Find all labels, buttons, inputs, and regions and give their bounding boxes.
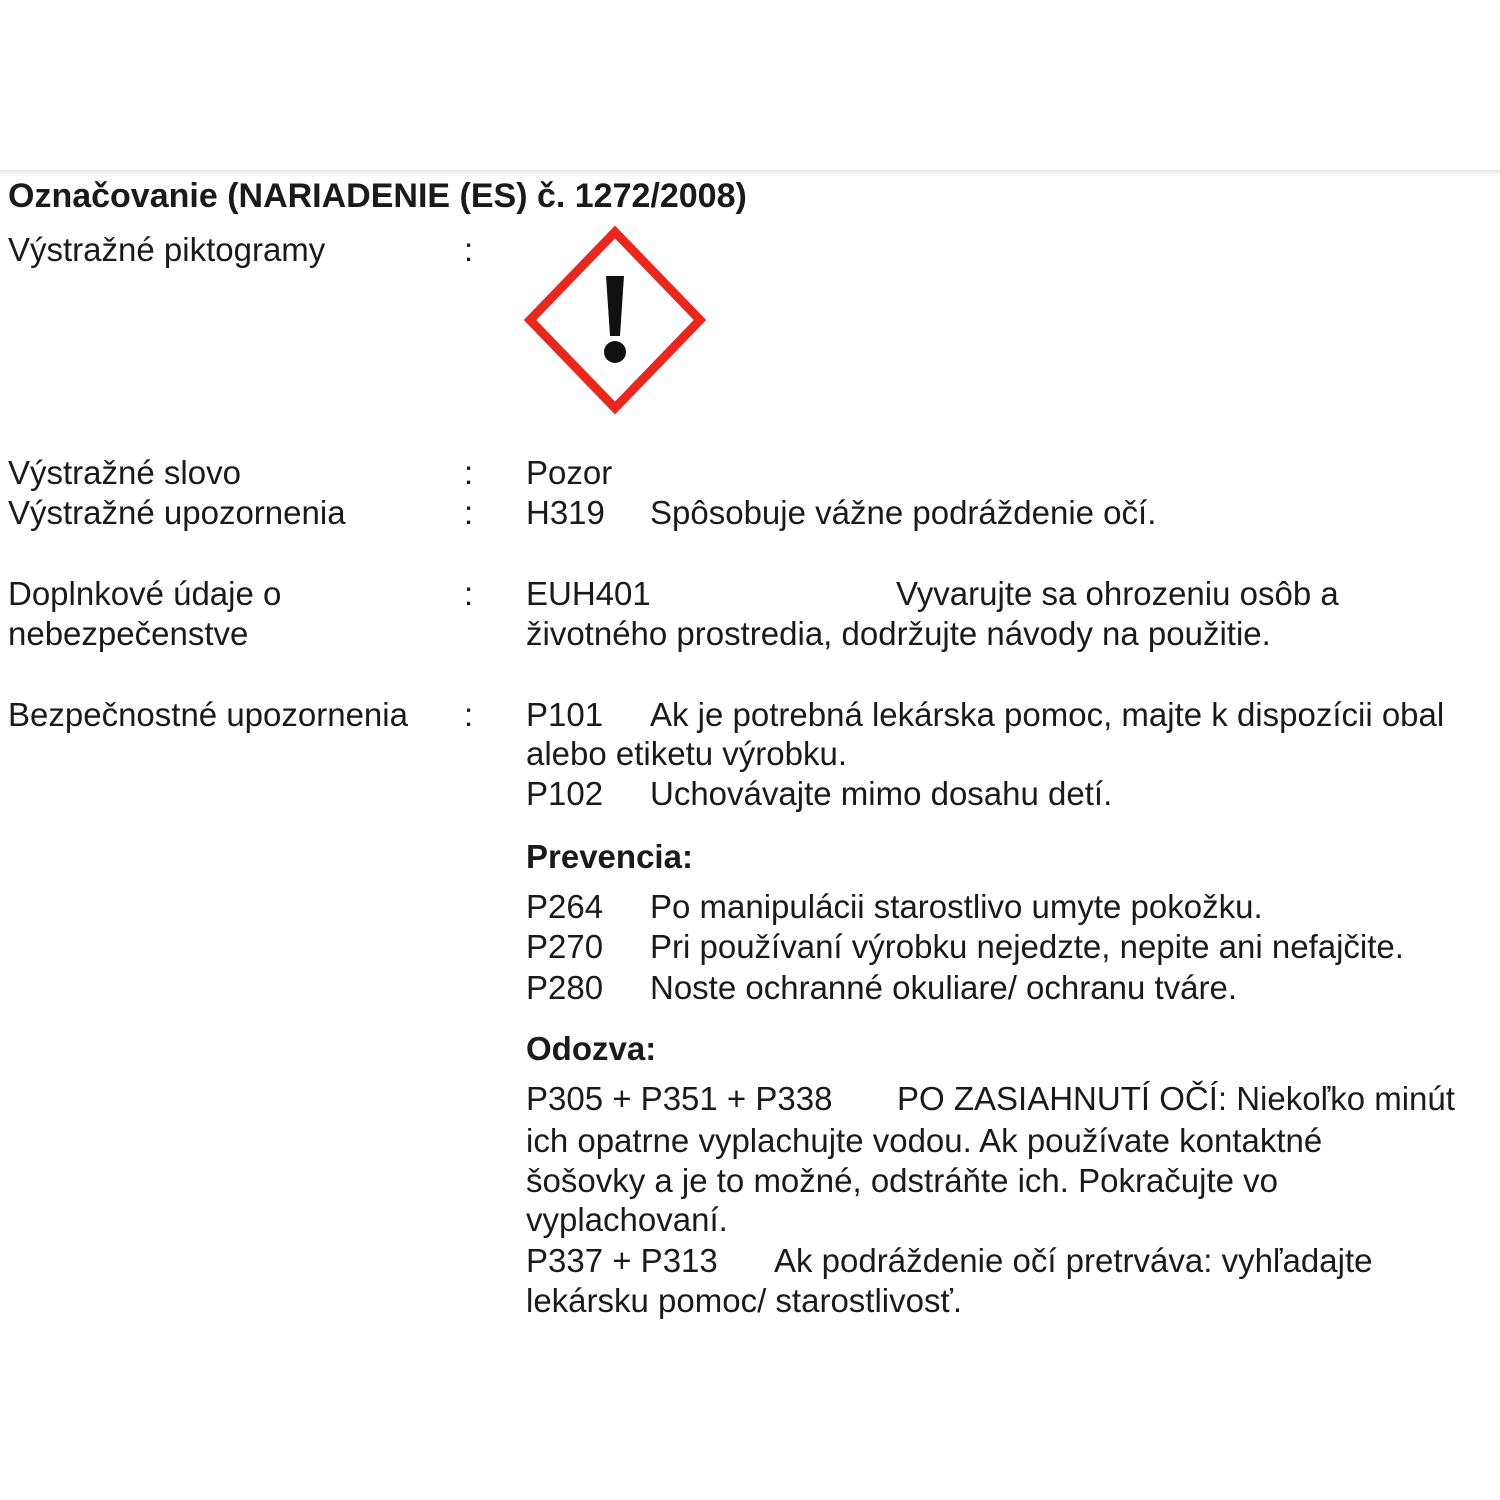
pictograms-label: Výstražné piktogramy — [8, 231, 326, 268]
hazard-statements-label: Výstražné upozornenia — [8, 494, 346, 531]
section-title: Označovanie (NARIADENIE (ES) č. 1272/2008) — [8, 177, 747, 215]
response-text-continued: šošovky a je to možné, odstráňte ich. Pokračujte vo — [526, 1162, 1279, 1199]
precaution-text: Uchovávajte mimo dosahu detí. — [650, 775, 1113, 812]
precaution-text: Ak je potrebná lekárska pomoc, majte k dispozícii obal — [650, 696, 1445, 733]
prevention-code: P280 — [526, 969, 604, 1006]
response-text-continued: lekársku pomoc/ starostlivosť. — [526, 1282, 963, 1319]
response-text-continued: vyplachovaní. — [526, 1201, 728, 1238]
separator-colon: : — [464, 454, 474, 491]
separator-colon: : — [464, 575, 474, 612]
response-text: PO ZASIAHNUTÍ OČÍ: Niekoľko minút — [897, 1080, 1455, 1117]
response-text-continued: ich opatrne vyplachujte vodou. Ak používate kontaktné — [526, 1122, 1323, 1159]
hazard-text: Spôsobuje vážne podráždenie očí. — [650, 494, 1157, 531]
prevention-heading: Prevencia: — [526, 838, 693, 875]
precaution-code: P101 — [526, 696, 604, 733]
supplemental-label-line2: nebezpečenstve — [8, 615, 249, 652]
supplemental-code: EUH401 — [526, 575, 651, 612]
response-text: Ak podráždenie očí pretrváva: vyhľadajte — [774, 1242, 1373, 1279]
prevention-code: P270 — [526, 928, 604, 965]
response-code: P305 + P351 + P338 — [526, 1080, 833, 1117]
signal-word-label: Výstražné slovo — [8, 454, 241, 491]
prevention-text: Noste ochranné okuliare/ ochranu tváre. — [650, 969, 1238, 1006]
exclamation-mark-hazard-icon — [524, 226, 706, 414]
precaution-code: P102 — [526, 775, 604, 812]
signal-word-value: Pozor — [526, 454, 613, 491]
hazard-code: H319 — [526, 494, 605, 531]
separator-colon: : — [464, 696, 474, 733]
prevention-code: P264 — [526, 888, 604, 925]
response-heading: Odozva: — [526, 1030, 657, 1067]
supplemental-text-line1: Vyvarujte sa ohrozeniu osôb a — [896, 575, 1339, 612]
separator-colon: : — [464, 231, 474, 268]
response-code: P337 + P313 — [526, 1242, 718, 1279]
supplemental-text-line2: životného prostredia, dodržujte návody na použitie. — [526, 615, 1271, 652]
supplemental-label-line1: Doplnkové údaje o — [8, 575, 282, 612]
prevention-text: Pri používaní výrobku nejedzte, nepite ani nefajčite. — [650, 928, 1404, 965]
prevention-text: Po manipulácii starostlivo umyte pokožku. — [650, 888, 1263, 925]
separator-colon: : — [464, 494, 474, 531]
precaution-text-continued: alebo etiketu výrobku. — [526, 735, 848, 772]
precautionary-label: Bezpečnostné upozornenia — [8, 696, 408, 733]
